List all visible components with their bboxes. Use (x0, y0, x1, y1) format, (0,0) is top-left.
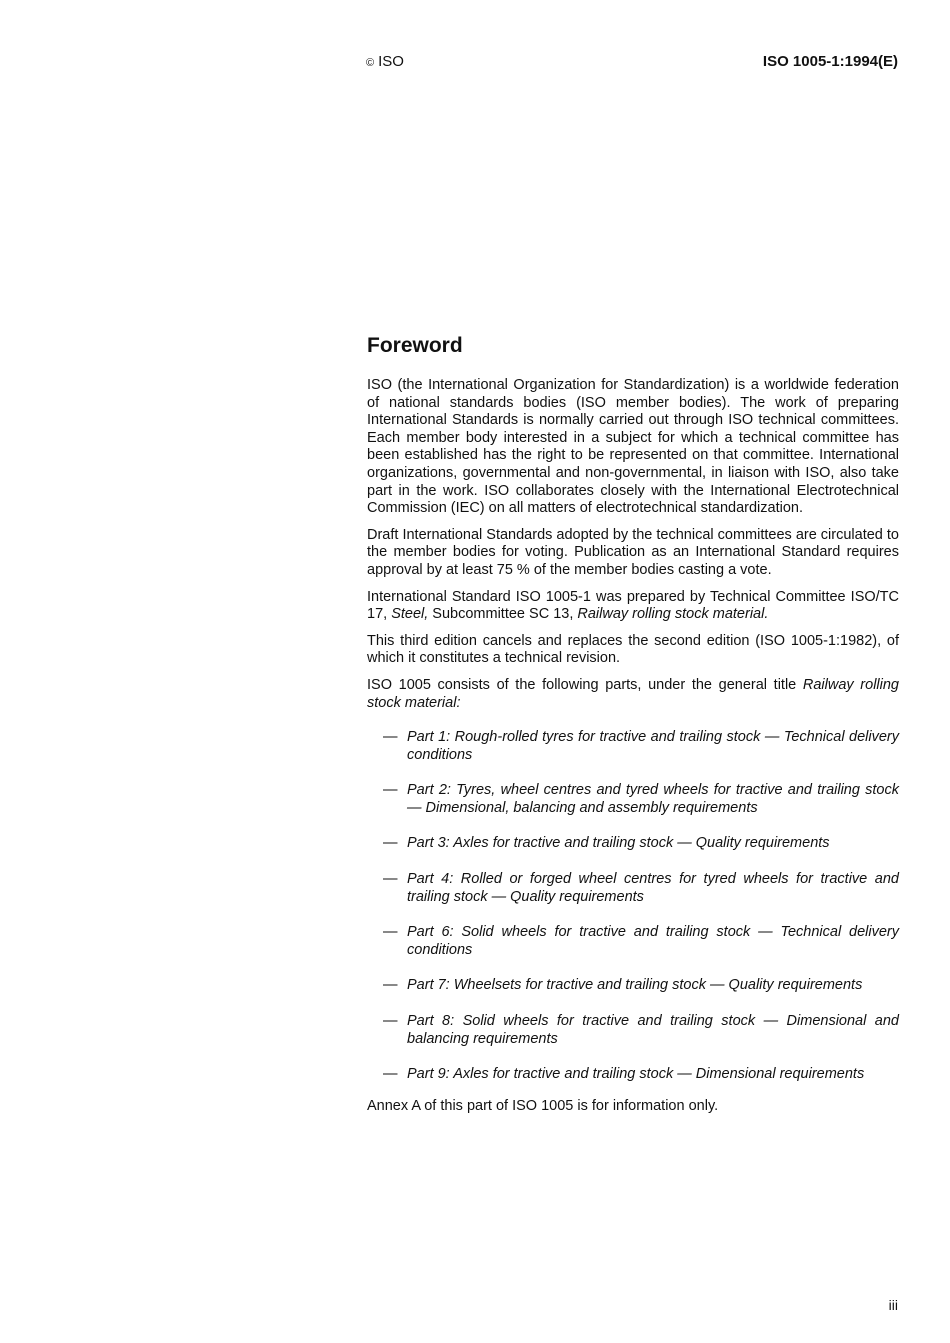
list-item (367, 729, 899, 764)
parts-general-title: Railway rolling stock material: (367, 676, 899, 711)
page-title: Foreword (367, 334, 463, 357)
copyright-symbol: © (366, 57, 375, 69)
part-title: Part 6: Solid wheels for tractive and trailing stock — Technical delivery conditions (407, 924, 899, 958)
preparation-committee-name: Steel, (391, 606, 429, 623)
list-dash: — (383, 924, 398, 941)
preparation-text-a: International Standard ISO 1005-1 was prepared by Technical Committee ISO/TC 17, (367, 588, 899, 623)
list-item (367, 782, 899, 817)
list-item (367, 924, 899, 959)
foreword-section (367, 334, 899, 1124)
paragraph-edition: This third edition cancels and replaces the second edition (ISO 1005-1:1982), of which it constitutes a technical revision. (367, 632, 899, 667)
part-title: Part 7: Wheelsets for tractive and trailing stock — Quality requirements (407, 977, 863, 994)
page-number: iii (888, 1297, 898, 1313)
list-dash: — (383, 1013, 398, 1030)
paragraph-draft-standards: Draft International Standards adopted by the technical committees are circulated to the member bodies for voting. Publication as an International Standard requires approval by at least 75 % of the member bodies casting a vote. (367, 526, 899, 578)
parts-intro-text: ISO 1005 consists of the following parts, under the general title (367, 676, 803, 693)
part-title: Part 9: Axles for tractive and trailing stock — Dimensional requirements (407, 1066, 865, 1083)
list-dash: — (383, 835, 398, 852)
part-title: Part 3: Axles for tractive and trailing stock — Quality requirements (407, 835, 830, 852)
preparation-subcommittee-name: Railway rolling stock material. (577, 606, 769, 623)
header-left (366, 53, 404, 70)
part-title: Part 2: Tyres, wheel centres and tyred wheels for tractive and trailing stock — Dimensional, balancing and assembly requirements (407, 782, 899, 816)
header-org: ISO (378, 53, 404, 70)
part-title: Part 4: Rolled or forged wheel centres for tyred wheels for tractive and trailing stock — Quality requirements (407, 871, 899, 905)
list-item (367, 977, 899, 995)
parts-list (367, 729, 899, 1084)
list-item (367, 1013, 899, 1048)
list-dash: — (383, 782, 398, 799)
list-dash: — (383, 729, 398, 746)
paragraph-annex-note: Annex A of this part of ISO 1005 is for information only. (367, 1097, 719, 1114)
list-item (367, 1066, 899, 1084)
list-dash: — (383, 871, 398, 888)
list-dash: — (383, 977, 398, 994)
list-item (367, 835, 899, 853)
part-title: Part 8: Solid wheels for tractive and trailing stock — Dimensional and balancing requirements (407, 1013, 899, 1047)
header-document-id: ISO 1005-1:1994(E) (762, 53, 898, 70)
list-dash: — (383, 1066, 398, 1083)
paragraph-preparation (367, 589, 899, 624)
paragraph-iso-intro: ISO (the International Organization for Standardization) is a worldwide federation of national standards bodies (ISO member bodies). The work of preparing International Standards is normally carried out through ISO technical committees. Each member body interested in a subject for which a technical committee has been established has the right to be represented on that committee. International organizations, governmental and non-governmental, in liaison with ISO, also take part in the work. ISO collaborates closely with the International Electrotechnical Commission (IEC) on all matters of electrotechnical standardization. (367, 377, 899, 517)
preparation-text-c: Subcommittee SC 13, (428, 606, 578, 623)
paragraph-parts-intro (367, 677, 899, 712)
list-item (367, 871, 899, 906)
part-title: Part 1: Rough-rolled tyres for tractive and trailing stock — Technical delivery conditions (407, 729, 899, 763)
